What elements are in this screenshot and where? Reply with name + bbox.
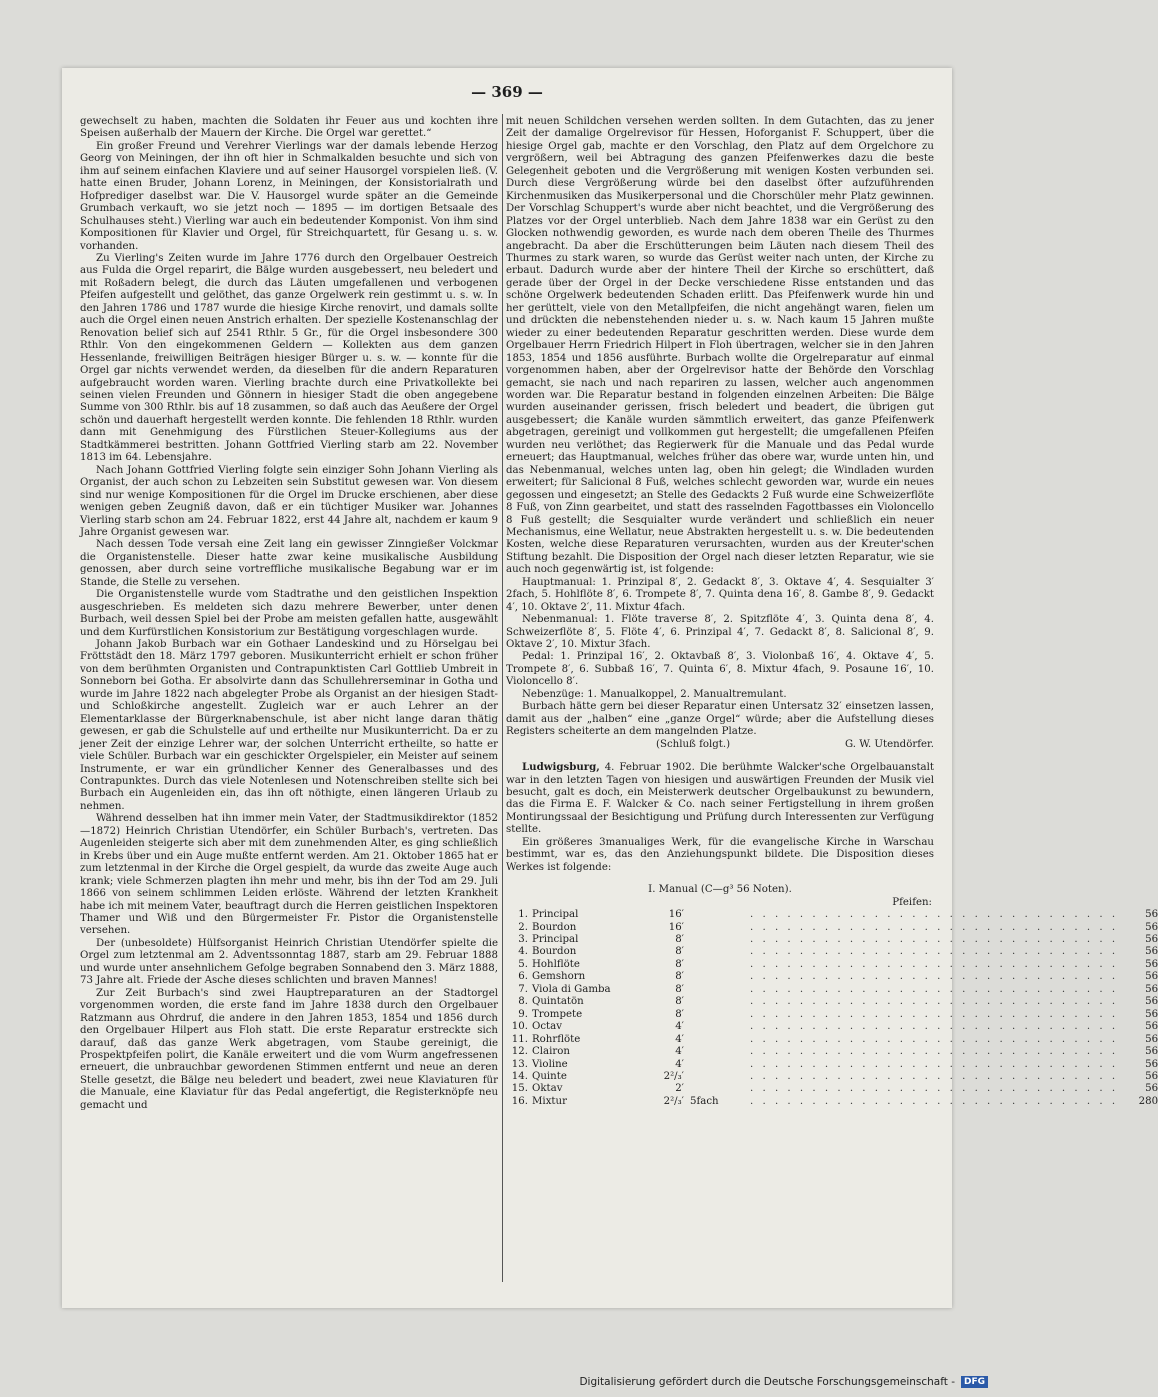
stop-name: Gemshorn — [532, 971, 586, 983]
leader-dots: . . . . . . . . . . . . . . . . . . . . . . . . . . . . . . — [750, 983, 1119, 995]
stop-foot: 16′ — [668, 909, 684, 921]
stop-foot: 16′ — [668, 921, 684, 933]
stop-number: 5. — [518, 958, 528, 970]
stop-foot: 4′ — [675, 1058, 684, 1070]
leader-dots: . . . . . . . . . . . . . . . . . . . . . . . . . . . . . . — [750, 909, 1119, 921]
stop-extra — [690, 922, 750, 934]
stop-foot: 2²/₃′ — [663, 1095, 684, 1107]
stop-name: Oktav — [532, 1083, 563, 1095]
pipe-count: 56 — [1145, 1046, 1158, 1058]
stop-name: Violine — [532, 1058, 568, 1070]
leader-dots: . . . . . . . . . . . . . . . . . . . . . . . . . . . . . . — [750, 958, 1119, 970]
stop-name: Quinte — [532, 1070, 567, 1082]
author-signature: G. W. Utendörfer. — [845, 738, 934, 750]
stop-foot: 8′ — [675, 934, 684, 945]
table-title: I. Manual (C—g³ 56 Noten). — [648, 884, 792, 896]
leader-dots: . . . . . . . . . . . . . . . . . . . . . . . . . . . . . . — [750, 1021, 1119, 1033]
leader-dots: . . . . . . . . . . . . . . . . . . . . . . . . . . . . . . — [750, 1070, 1119, 1082]
pipe-count: 56 — [1145, 921, 1158, 933]
pipe-count: 56 — [1145, 1021, 1158, 1033]
stop-row — [506, 996, 1158, 1008]
leader-dots: . . . . . . . . . . . . . . . . . . . . . . . . . . . . . . — [750, 1083, 1119, 1095]
news-text-continued: Ein größeres 3manualiges Werk, für die evangelische Kirche in Warschau bestimmt, war es, das den Anziehungspunkt bildete. Die Disposition dieses Werkes ist folgende: — [506, 836, 934, 873]
disposition-hauptmanual: Hauptmanual: 1. Prinzipal 8′, 2. Gedackt 8′, 3. Oktave 4′, 4. Sesquialter 3′ 2fach, 5. Hohlflöte 8′, 6. Trompete 8′, 7. Quinta dena 16′, 8. Gambe 8′, 9. Gedackt 4′, 10. Oktave 2′, 11. Mixtur 4fach. — [506, 576, 934, 613]
stop-extra — [690, 984, 750, 996]
pipe-count: 56 — [1145, 958, 1158, 970]
stop-number: 12. — [511, 1046, 528, 1058]
stop-number: 8. — [518, 996, 528, 1008]
pipe-count: 56 — [1145, 1058, 1158, 1070]
paragraph: Zur Zeit Burbach's sind zwei Hauptreparaturen an der Stadtorgel vorgenommen worden, die erste fand im Jahre 1838 durch den Orgelbauer Ratzmann aus Ohrdruf, die andere in den Jahren 1853, 1854 und 1856 durch den Orgelbauer Hilpert aus Floh statt. Die erste Reparatur erstreckte sich darauf, daß das ganze Werk abgetragen, vom Staube gereinigt, die Prospektpfeifen polirt, die Kanäle erweitert und die vom Wurm angefressenen erneuert, die unbrauchbar gewordenen Stimmen entfernt und neue an deren Stelle gesetzt, die Bälge neu beledert und beadert, zwei neue Klaviaturen für die Manuale, eine Klaviatur für das Pedal angefertigt, die Registerknöpfe neu gemacht und — [80, 987, 498, 1111]
stop-extra — [690, 1059, 750, 1071]
paragraph: Nach Johann Gottfried Vierling folgte sein einziger Sohn Johann Vierling als Organist, der auch schon zu Lebzeiten sein Substitut gewesen war. Von diesem sind nur wenige Kompositionen für die Orgel im Drucke erschienen, aber diese wenigen geben Zeugniß davon, daß er ein tüchtiger Musiker war. Johannes Vierling starb schon am 24. Februar 1822, erst 44 Jahre alt, nachdem er kaum 9 Jahre Organist gewesen war. — [80, 464, 498, 538]
pipe-count: 56 — [1145, 1033, 1158, 1045]
leader-dots: . . . . . . . . . . . . . . . . . . . . . . . . . . . . . . — [750, 946, 1119, 958]
stop-name: Viola di Gamba — [532, 983, 611, 995]
stop-row — [506, 921, 1158, 934]
paragraph: Der (unbesoldete) Hülfsorganist Heinrich Christian Utendörfer spielte die Orgel zum letztenmal am 2. Adventssonntag 1887, starb am 29. Februar 1888 und wurde unter ansehnlichem Gefolge begraben Sonnabend den 3. März 1888, 73 Jahre alt. Friede der Asche dieses schlichten und braven Mannes! — [80, 937, 498, 987]
leader-dots: . . . . . . . . . . . . . . . . . . . . . . . . . . . . . . — [750, 971, 1119, 983]
stop-foot: 8′ — [675, 1008, 684, 1020]
stop-foot: 8′ — [675, 971, 684, 983]
pipe-count: 56 — [1145, 996, 1158, 1008]
paragraph: Nach dessen Tode versah eine Zeit lang ein gewisser Zinngießer Volckmar die Organistenstelle. Dieser hatte zwar keine musikalische Ausbildung genossen, aber durch seine vortreffliche musikalische Begabung war er im Stande, die Stelle zu versehen. — [80, 539, 498, 588]
stop-row — [506, 971, 1158, 983]
newspaper-page — [62, 68, 1158, 1308]
stop-row — [506, 983, 1158, 996]
left-column — [80, 116, 498, 1278]
stop-name: Principal — [532, 909, 579, 921]
stop-number: 16. — [511, 1095, 528, 1107]
stop-foot: 4′ — [675, 1046, 684, 1058]
news-city: Ludwigsburg, — [522, 761, 600, 774]
stop-row — [506, 909, 1158, 921]
stop-name: Principal — [532, 934, 579, 945]
leader-dots: . . . . . . . . . . . . . . . . . . . . . . . . . . . . . . — [750, 934, 1119, 945]
stop-row — [506, 1083, 1158, 1095]
leader-dots: . . . . . . . . . . . . . . . . . . . . . . . . . . . . . . — [750, 1095, 1119, 1107]
continued-note: (Schluß folgt.) — [656, 738, 731, 750]
paragraph: mit neuen Schildchen versehen werden sollten. In dem Gutachten, das zu jener Zeit der damalige Orgelrevisor für Hessen, Hoforganist F. Schuppert, über die hiesige Orgel gab, machte er den Vorschlag, den Platz auf dem Orgelchore zu vergrößern, weil bei Abtragung des ganzen Pfeifenwerkes dazu die beste Gelegenheit geboten und die Vergrößerung mit wenigen Kosten verbunden sei. Durch diese Vergrößerung würde bei den daselbst öfter aufzuführenden Kirchenmusiken das Musikerpersonal und die Chorschüler mehr Platz gewinnen. Der Vorschlag Schuppert's wurde aber nicht beachtet, und die Vergrößerung des Platzes vor der Orgel unterblieb. Nach dem Jahre 1838 war ein Gerüst zu den Glocken nothwendig geworden, es wurde nach dem oberen Theile des Thurmes angebracht. Da aber die Erschütterungen beim Läuten nach diesem Theil des Thurmes zu stark waren, so wurde das Gerüst weiter nach unten, der Kirche zu erbaut. Dadurch wurde aber der hintere Theil der Kirche so erschüttert, daß gerade über der Orgel in der Decke verschiedene Risse entstanden und das schöne Orgelwerk bedeutenden Schaden erlitt. Das Pfeifenwerk wurde hin und her gerüttelt, viele von den Metallpfeifen, die nicht angehängt waren, fielen um und drückten die nebenstehenden nieder u. s. w. Nach kaum 15 Jahren mußte wieder zu einer bedeutenden Reparatur geschritten werden. Diese wurde dem Orgelbauer Herrn Friedrich Hilpert in Floh übertragen, welcher sie in den Jahren 1853, 1854 und 1856 ausführte. Burbach wollte die Orgelreparatur auf einmal vorgenommen haben, aber der Orgelrevisor hatte der Behörde den Vorschlag gemacht, sie nach und nach repariren zu lassen, welcher auch angenommen worden war. Die Reparatur bestand in folgenden einzelnen Arbeiten: Die Bälge wurden auseinander gerissen, frisch beledert und beadert, die übrigen gut ausgebessert; die Kanäle wurden sämmtlich erweitert, das ganze Pfeifenwerk abgetragen, gereinigt und vollkommen gut hergestellt; die umgefallenen Pfeifen wurden neu verlöthet; das Regierwerk für die Manuale und das Pedal wurde erneuert; das Hauptmanual, welches früher das obere war, wurde unten hin, und das Nebenmanual, welches unten lag, oben hin gelegt; die Windladen wurden erweitert; für Salicional 8 Fuß, welches schlecht geworden war, wurde ein neues gegossen und eingesetzt; an Stelle des Gedackts 2 Fuß wurde eine Schweizerflöte 8 Fuß, von Zinn gearbeitet, und statt des rasselnden Fagottbasses ein Violoncello 8 Fuß gestellt; die Sesquialter wurde verändert und schließlich ein neuer Mechanismus, eine Wellatur, neue Abstrakten hergestellt u. s. w. Die bedeutenden Kosten, welche diese Reparaturen verursachten, wurden aus der Kreuter'schen Stiftung bezahlt. Die Disposition der Orgel nach dieser letzten Reparatur, wie sie auch noch gegenwärtig ist, ist folgende: — [506, 116, 934, 576]
stop-number: 10. — [511, 1021, 528, 1033]
stop-extra — [690, 959, 750, 971]
stop-name: Bourdon — [532, 921, 577, 933]
paragraph: Ein großer Freund und Verehrer Vierlings war der damals lebende Herzog Georg von Meiningen, der ihn oft hier in Schmalkalden besuchte und sich von ihm auf seinem einfachen Klaviere und auf seiner Hausorgel vorspielen ließ. (V. hatte einen Bruder, Johann Lorenz, in Meiningen, der Konsistorialrath und Hofprediger daselbst war. Die V. Hausorgel wurde später an die Gemeinde Grumbach verkauft, wo sie jetzt noch — 1895 — im dortigen Betsaale des Schulhauses steht.) Vierling war auch ein bedeutender Komponist. Von ihm sind Kompositionen für Klavier und Orgel, für Streichquartett, für Gesang u. s. w. vorhanden. — [80, 140, 498, 252]
stop-extra: 5fach — [690, 1095, 719, 1107]
stop-row — [506, 1008, 1158, 1021]
stop-extra — [690, 1034, 750, 1046]
stop-name: Rohrflöte — [532, 1033, 581, 1045]
pipe-count: 56 — [1145, 971, 1158, 983]
pipe-count: 56 — [1145, 934, 1158, 945]
stop-row — [506, 1033, 1158, 1046]
stop-foot: 4′ — [675, 1033, 684, 1045]
pfeifen-header: Pfeifen: — [892, 896, 932, 908]
stop-extra — [690, 1083, 750, 1095]
stop-foot: 2′ — [675, 1083, 684, 1095]
stop-extra — [690, 909, 750, 921]
column-divider — [502, 114, 503, 1282]
stop-number: 9. — [518, 1008, 528, 1020]
stop-extra — [690, 996, 750, 1008]
news-text: 4. Februar 1902. Die berühmte Walcker'sche Orgelbauanstalt war in den letzten Tagen von hiesigen und auswärtigen Freunden der Musik viel besucht, galt es doch, ein Meisterwerk deutscher Orgelbaukunst zu bewundern, das die Firma E. F. Walcker & Co. nach seiner Fertigstellung in ihrem großen Montirungssaal der Besichtigung und Prüfung durch Interessenten zur Verfügung stellte. — [506, 762, 934, 836]
disposition-nebenzuege: Nebenzüge: 1. Manualkoppel, 2. Manualtremulant. — [522, 688, 787, 700]
stop-number: 3. — [518, 934, 528, 945]
stop-extra — [690, 1071, 750, 1083]
stop-foot: 4′ — [675, 1021, 684, 1033]
pipe-count: 56 — [1145, 1008, 1158, 1020]
disposition-nebenmanual: Nebenmanual: 1. Flöte traverse 8′, 2. Spitzflöte 4′, 3. Quinta dena 8′, 4. Schweizerflöte 8′, 5. Flöte 4′, 6. Prinzipal 4′, 7. Gedackt 8′, 8. Salicional 8′, 9. Oktave 2′, 10. Mixtur 3fach. — [506, 614, 934, 651]
pipe-count: 56 — [1145, 946, 1158, 958]
stop-foot: 8′ — [675, 946, 684, 958]
paragraph: Johann Jakob Burbach war ein Gothaer Landeskind und zu Hörselgau bei Fröttstädt den 18. März 1797 geboren. Musikunterricht erhielt er schon früher von dem berühmten Organisten und Contrapunktisten Carl Gottlieb Umbreit in Sonneborn bei Gotha. Er absolvirte dann das Schullehrerseminar in Gotha und wurde im Jahre 1822 nach abgelegter Probe als Organist an der hiesigen Stadt- und Schloßkirche angestellt. Zugleich war er auch Lehrer an der Elementarklasse der Bürgerknabenschule, ist aber nicht lange daran thätig gewesen, er gab die Schulstelle auf und ertheilte nur Musikunterricht. Da er zu jener Zeit der einzige Lehrer war, der solchen Unterricht ertheilte, so hatte er viele Schüler. Burbach war ein geschickter Orgelspieler, ein Meister auf seinem Instrumente, er war ein gründlicher Kenner des Generalbasses und des Contrapunktes. Durch das viele Notenlesen und Notenschreiben stellte sich bei Burbach ein Augenleiden ein, das ihn oft nöthigte, einen längeren Urlaub zu nehmen. — [80, 639, 498, 812]
stop-name: Clairon — [532, 1046, 570, 1058]
paragraph: Burbach hätte gern bei dieser Reparatur einen Untersatz 32′ einsetzen lassen, damit aus der „halben“ eine „ganze Orgel“ würde; aber die Aufstellung dieses Registers scheiterte an dem mangelnden Platze. — [506, 701, 934, 738]
stop-number: 13. — [511, 1058, 528, 1070]
stop-number: 15. — [511, 1083, 528, 1095]
stop-row — [506, 1070, 1158, 1083]
stop-row — [506, 958, 1158, 971]
stop-extra — [690, 1021, 750, 1033]
stop-number: 14. — [511, 1070, 528, 1082]
leader-dots: . . . . . . . . . . . . . . . . . . . . . . . . . . . . . . — [750, 1033, 1119, 1045]
paragraph: Die Organistenstelle wurde vom Stadtrathe und den geistlichen Inspektion ausgeschrieben. Es meldeten sich dazu mehrere Bewerber, unter denen Burbach, weil dessen Spiel bei der Probe am meisten gefallen hatte, ausgewählt und dem Kurfürstlichen Konsistorium zur Bestätigung vorgeschlagen wurde. — [80, 589, 498, 638]
stop-number: 1. — [518, 909, 528, 921]
stop-extra — [690, 1046, 750, 1058]
stop-table — [506, 909, 1158, 1108]
leader-dots: . . . . . . . . . . . . . . . . . . . . . . . . . . . . . . — [750, 1008, 1119, 1020]
stop-foot: 2²/₃′ — [663, 1070, 684, 1082]
stop-extra — [690, 971, 750, 983]
leader-dots: . . . . . . . . . . . . . . . . . . . . . . . . . . . . . . — [750, 1046, 1119, 1058]
stop-row — [506, 946, 1158, 958]
paragraph: Zu Vierling's Zeiten wurde im Jahre 1776 durch den Orgelbauer Oestreich aus Fulda die Orgel reparirt, die Bälge wurden ausgebessert, neu beledert und mit Roßadern belegt, die durch das Läuten umgefallenen und verbogenen Pfeifen aufgestellt und gelöthet, das ganze Orgelwerk rein gestimmt u. s. w. In den Jahren 1786 und 1787 wurde die hiesige Kirche renovirt, und damals sollte auch die Orgel einen neuen Anstrich erhalten. Der spezielle Kostenanschlag der Renovation belief sich auf 2541 Rthlr. 5 Gr., für die Orgel insbesondere 300 Rthlr. Von den eingekommenen Geldern — Kollekten aus dem ganzen Hessenlande, freiwilligen Beiträgen hiesiger Bürger u. s. w. — konnte für die Orgel gar nichts verwendet werden, da dieselben für die andern Reparaturen aufgebraucht worden waren. Vierling brachte durch eine Privatkollekte bei seinen vielen Freunden und Gönnern in hiesiger Stadt die oben angegebene Summe von 300 Rthlr. bis auf 18 zusammen, so daß auch das Aeußere der Orgel schön und dauerhaft hergestellt werden konnte. Die fehlenden 18 Rthlr. wurden dann mit Genehmigung des Fürstlichen Steuer-Kollegiums aus der Stadtkämmerei bestritten. Johann Gottfried Vierling starb am 22. November 1813 im 64. Lebensjahre. — [80, 252, 498, 464]
stop-extra — [690, 934, 750, 946]
paragraph: Während desselben hat ihn immer mein Vater, der Stadtmusikdirektor (1852—1872) Heinrich Christian Utendörfer, ein Schüler Burbach's, vertreten. Das Augenleiden steigerte sich aber mit dem zunehmenden Alter, es ging schließlich in Krebs über und ein Auge mußte entfernt werden. Am 21. Oktober 1865 hat er zum letztenmal in der Kirche die Orgel gespielt, da wurde das zweite Auge auch krank; viele Schmerzen plagten ihn mehr und mehr, bis ihn der Tod am 29. Juli 1866 von seinem schlimmen Leiden erlöste. Während der letzten Krankheit habe ich mit meinem Vater, beauftragt durch die Herren geistlichen Inspektoren Thamer und Wiß und den Bürgermeister Fr. Pistor die Organistenstelle versehen. — [80, 813, 498, 937]
stop-name: Mixtur — [532, 1095, 567, 1107]
stop-foot: 8′ — [675, 958, 684, 970]
footer-text: Digitalisierung gefördert durch die Deutsche Forschungsgemeinschaft - — [579, 1376, 955, 1388]
paragraph: gewechselt zu haben, machten die Soldaten ihr Feuer aus und kochten ihre Speisen außerhalb der Mauern der Kirche. Die Orgel war gerettet.“ — [80, 116, 498, 140]
stop-foot: 8′ — [675, 996, 684, 1008]
stop-row — [506, 934, 1158, 946]
stop-row — [506, 1046, 1158, 1058]
pipe-count: 56 — [1145, 1070, 1158, 1082]
stop-number: 11. — [511, 1033, 528, 1045]
stop-number: 2. — [518, 921, 528, 933]
pipe-count: 56 — [1145, 909, 1158, 921]
disposition-pedal: Pedal: 1. Prinzipal 16′, 2. Oktavbaß 8′, 3. Violonbaß 16′, 4. Oktave 4′, 5. Trompete 8′, 6. Subbaß 16′, 7. Quinta 6′, 8. Mixtur 4fach, 9. Posaune 16′, 10. Violoncello 8′. — [506, 651, 934, 688]
stop-number: 6. — [518, 971, 528, 983]
dfg-logo: DFG — [961, 1376, 988, 1388]
leader-dots: . . . . . . . . . . . . . . . . . . . . . . . . . . . . . . — [750, 1058, 1119, 1070]
stop-extra — [690, 946, 750, 958]
footer — [579, 1376, 988, 1388]
stop-number: 7. — [518, 983, 528, 995]
stop-foot: 8′ — [675, 983, 684, 995]
stop-extra — [690, 1009, 750, 1021]
stop-row — [506, 1058, 1158, 1071]
stop-name: Octav — [532, 1021, 562, 1033]
stop-name: Hohlflöte — [532, 958, 580, 970]
page-number: — 369 — — [471, 83, 543, 101]
pipe-count: 56 — [1145, 1083, 1158, 1095]
right-column — [506, 116, 1158, 1278]
leader-dots: . . . . . . . . . . . . . . . . . . . . . . . . . . . . . . — [750, 996, 1119, 1008]
news-item — [506, 761, 934, 837]
signature-line — [506, 739, 934, 751]
stop-number: 4. — [518, 946, 528, 958]
pipe-count: 280 — [1138, 1095, 1158, 1107]
stop-row — [506, 1095, 1158, 1108]
leader-dots: . . . . . . . . . . . . . . . . . . . . . . . . . . . . . . — [750, 921, 1119, 933]
stop-name: Bourdon — [532, 946, 577, 958]
stop-name: Quintatön — [532, 996, 584, 1008]
pipe-count: 56 — [1145, 983, 1158, 995]
stop-row — [506, 1021, 1158, 1033]
stop-name: Trompete — [532, 1008, 583, 1020]
